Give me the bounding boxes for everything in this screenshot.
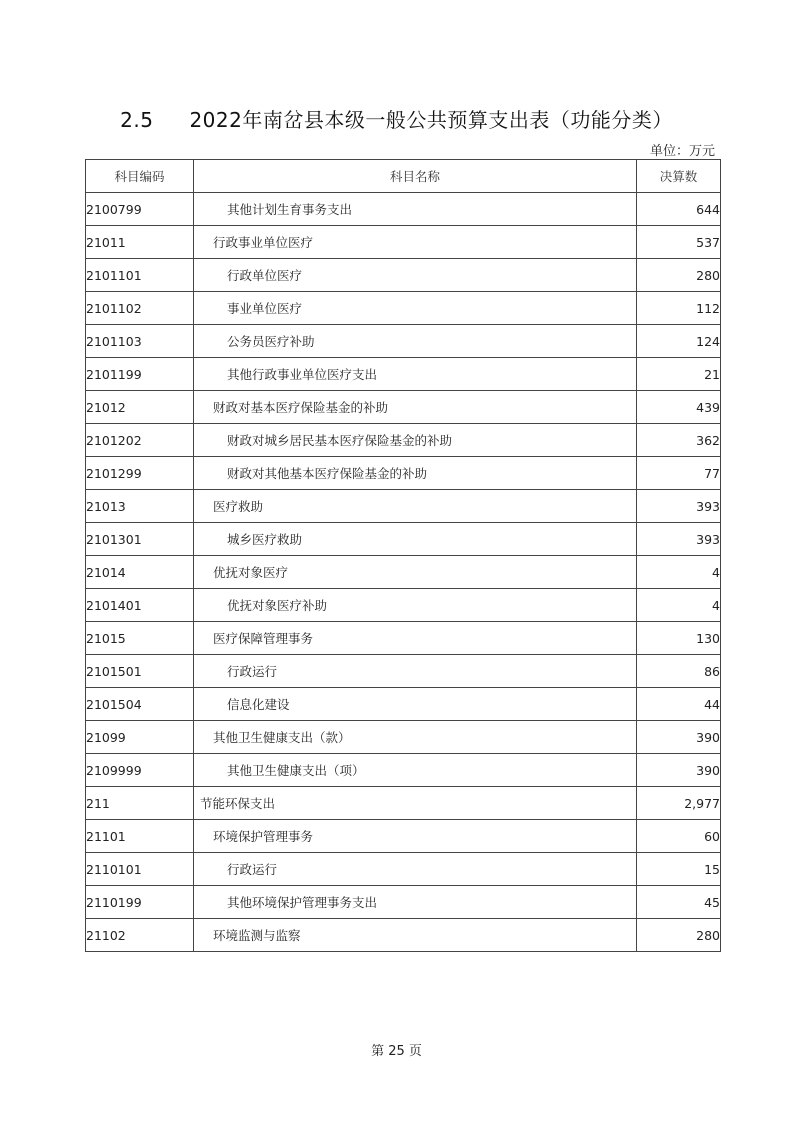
cell-amount: 44 [637,688,721,721]
table-row [86,259,721,292]
cell-code: 2101401 [86,589,194,622]
cell-code: 21102 [86,919,194,952]
cell-code: 21015 [86,622,194,655]
cell-code: 21014 [86,556,194,589]
cell-name: 行政运行 [194,853,637,886]
cell-name: 节能环保支出 [194,787,637,820]
cell-name: 城乡医疗救助 [194,523,637,556]
cell-name: 行政单位医疗 [194,259,637,292]
cell-amount: 21 [637,358,721,391]
budget-table [85,159,721,952]
cell-code: 21012 [86,391,194,424]
table-row [86,853,721,886]
table-row [86,226,721,259]
table-row [86,556,721,589]
cell-code: 211 [86,787,194,820]
cell-amount: 390 [637,721,721,754]
cell-name: 财政对基本医疗保险基金的补助 [194,391,637,424]
cell-name: 其他卫生健康支出（款） [194,721,637,754]
cell-name: 其他计划生育事务支出 [194,193,637,226]
cell-code: 2101101 [86,259,194,292]
table-row [86,721,721,754]
cell-code: 2110199 [86,886,194,919]
title-text: 2022年南岔县本级一般公共预算支出表（功能分类） [189,108,673,132]
cell-amount: 280 [637,259,721,292]
cell-amount: 537 [637,226,721,259]
table-row [86,754,721,787]
cell-amount: 124 [637,325,721,358]
cell-name: 环境保护管理事务 [194,820,637,853]
cell-amount: 130 [637,622,721,655]
table-row [86,886,721,919]
table-row [86,193,721,226]
cell-code: 21011 [86,226,194,259]
table-row [86,457,721,490]
table-row [86,325,721,358]
cell-name: 其他环境保护管理事务支出 [194,886,637,919]
table-row [86,787,721,820]
cell-code: 2101202 [86,424,194,457]
cell-amount: 4 [637,556,721,589]
cell-code: 2101103 [86,325,194,358]
cell-name: 公务员医疗补助 [194,325,637,358]
section-number: 2.5 [120,108,154,132]
cell-code: 21099 [86,721,194,754]
cell-amount: 86 [637,655,721,688]
cell-name: 其他卫生健康支出（项） [194,754,637,787]
cell-amount: 390 [637,754,721,787]
table-row [86,655,721,688]
cell-name: 优抚对象医疗补助 [194,589,637,622]
cell-amount: 362 [637,424,721,457]
table-row [86,424,721,457]
cell-code: 2101501 [86,655,194,688]
cell-code: 2101199 [86,358,194,391]
cell-name: 医疗保障管理事务 [194,622,637,655]
header-amount: 决算数 [637,160,721,193]
cell-amount: 644 [637,193,721,226]
header-name: 科目名称 [194,160,637,193]
cell-amount: 439 [637,391,721,424]
table-row [86,820,721,853]
cell-name: 行政运行 [194,655,637,688]
cell-amount: 2,977 [637,787,721,820]
cell-code: 2101299 [86,457,194,490]
table-row [86,589,721,622]
table-row [86,358,721,391]
cell-code: 2101301 [86,523,194,556]
table-row [86,391,721,424]
cell-code: 2101102 [86,292,194,325]
cell-name: 优抚对象医疗 [194,556,637,589]
cell-code: 2110101 [86,853,194,886]
cell-amount: 393 [637,490,721,523]
cell-name: 医疗救助 [194,490,637,523]
table-row [86,292,721,325]
cell-name: 行政事业单位医疗 [194,226,637,259]
table-row [86,622,721,655]
cell-amount: 60 [637,820,721,853]
cell-code: 21101 [86,820,194,853]
cell-amount: 77 [637,457,721,490]
cell-amount: 280 [637,919,721,952]
cell-name: 环境监测与监察 [194,919,637,952]
unit-label: 单位：万元 [649,144,715,159]
cell-amount: 393 [637,523,721,556]
cell-name: 其他行政事业单位医疗支出 [194,358,637,391]
cell-code: 2101504 [86,688,194,721]
cell-name: 事业单位医疗 [194,292,637,325]
table-row [86,490,721,523]
cell-amount: 4 [637,589,721,622]
header-code: 科目编码 [86,160,194,193]
table-row [86,919,721,952]
cell-name: 信息化建设 [194,688,637,721]
cell-name: 财政对城乡居民基本医疗保险基金的补助 [194,424,637,457]
table-row [86,688,721,721]
cell-code: 21013 [86,490,194,523]
page-title [0,104,793,133]
cell-name: 财政对其他基本医疗保险基金的补助 [194,457,637,490]
cell-amount: 112 [637,292,721,325]
table-row [86,523,721,556]
cell-code: 2100799 [86,193,194,226]
cell-amount: 45 [637,886,721,919]
table-header-row [86,160,721,193]
cell-amount: 15 [637,853,721,886]
page-number: 第 25 页 [371,1044,422,1059]
cell-code: 2109999 [86,754,194,787]
